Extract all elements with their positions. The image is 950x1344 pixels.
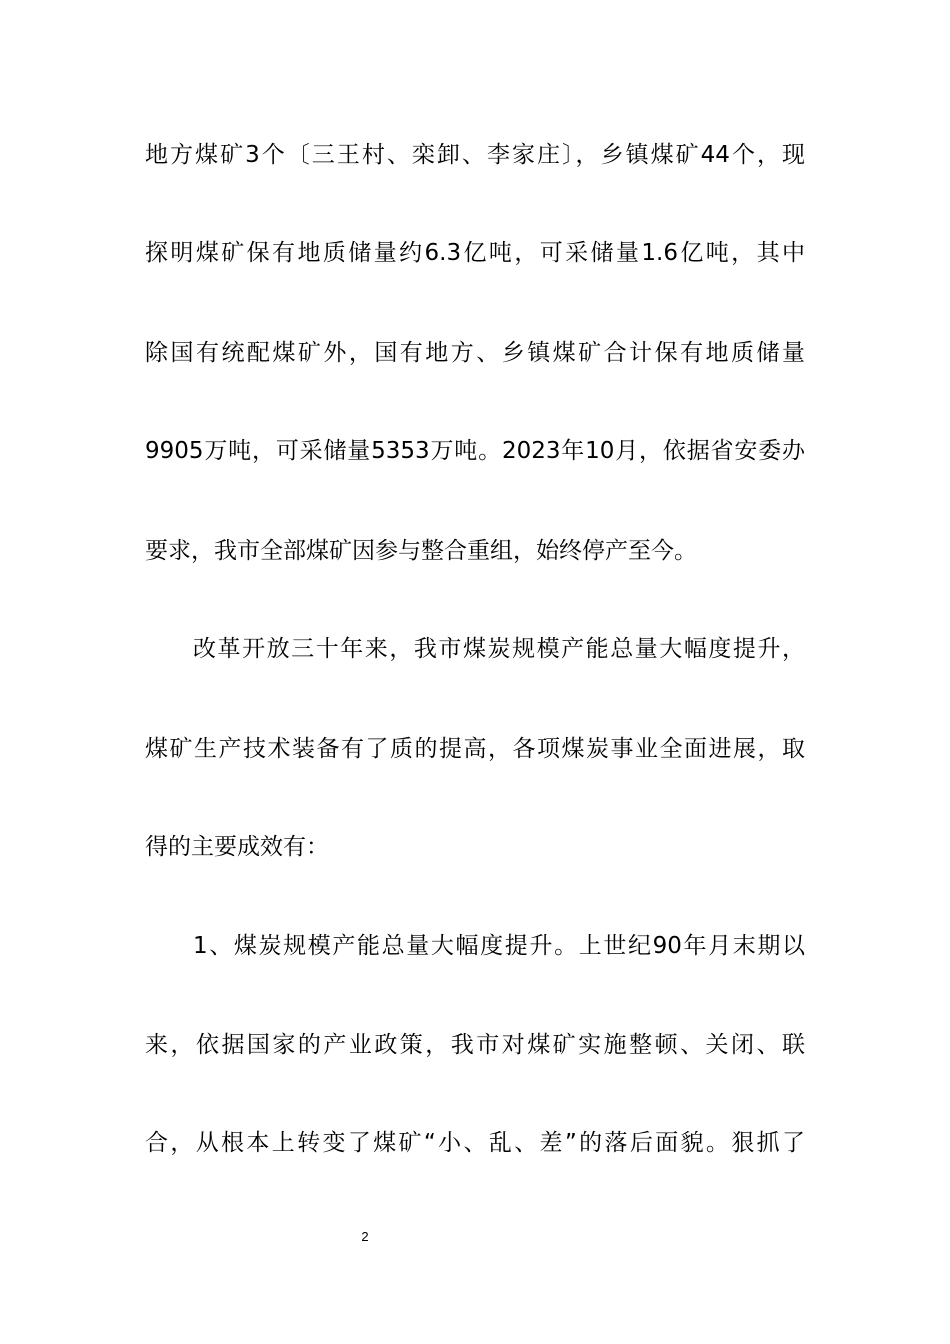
text-line-1: 地方煤矿3个〔三王村、栾卸、李家庄〕，乡镇煤矿44个，现 bbox=[145, 142, 805, 168]
text-line-5: 要求，我市全部煤矿因参与整合重组，始终停产至今。 bbox=[145, 538, 697, 564]
paragraph-3-line-2: 来，依据国家的产业政策，我市对煤矿实施整顿、关闭、联 bbox=[145, 1032, 805, 1058]
paragraph-3-line-1: 1、煤炭规模产能总量大幅度提升。上世纪90年月末期以 bbox=[193, 933, 805, 959]
paragraph-2-line-3: 得的主要成效有： bbox=[145, 834, 329, 860]
text-line-4: 9905万吨，可采储量5353万吨。2023年10月，依据省安委办 bbox=[145, 438, 805, 464]
paragraph-2-line-1: 改革开放三十年来，我市煤炭规模产能总量大幅度提升， bbox=[193, 636, 805, 662]
page-number: 2 bbox=[361, 1229, 369, 1244]
paragraph-2-line-2: 煤矿生产技术装备有了质的提高，各项煤炭事业全面进展，取 bbox=[145, 736, 805, 762]
text-line-2: 探明煤矿保有地质储量约6.3亿吨，可采储量1.6亿吨，其中 bbox=[145, 240, 805, 266]
paragraph-3-line-3: 合，从根本上转变了煤矿“小、乱、差”的落后面貌。狠抓了 bbox=[145, 1130, 805, 1156]
text-line-3: 除国有统配煤矿外，国有地方、乡镇煤矿合计保有地质储量 bbox=[145, 340, 805, 366]
